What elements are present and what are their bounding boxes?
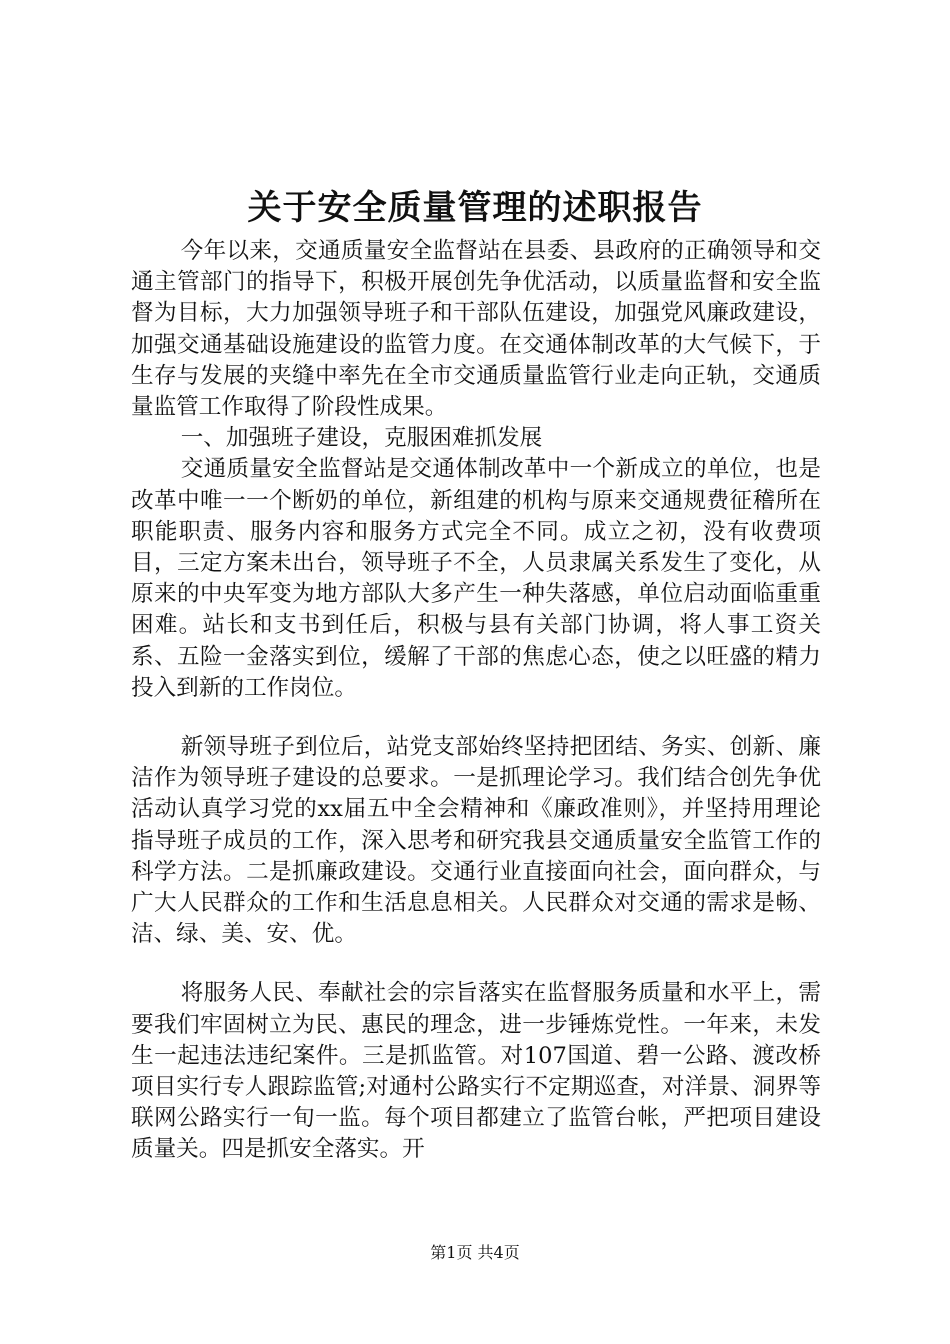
document-body	[131, 236, 821, 1166]
paragraph-body: 将服务人民、奉献社会的宗旨落实在监督服务质量和水平上，需要我们牢固树立为民、惠民的理念，进一步锤炼党性。一年来，未发生一起违法违纪案件。三是抓监管。对107国道、碧一公路、渡改桥项目实行专人跟踪监管;对通村公路实行不定期巡查，对洋景、洞界等联网公路实行一旬一监。每个项目都建立了监管台帐，严把项目建设质量关。四是抓安全落实。开	[131, 980, 821, 1163]
paragraph-body: 交通质量安全监督站是交通体制改革中一个新成立的单位，也是改革中唯一一个断奶的单位，新组建的机构与原来交通规费征稽所在职能职责、服务内容和服务方式完全不同。成立之初，没有收费项目，三定方案未出台，领导班子不全，人员隶属关系发生了变化，从原来的中央军变为地方部队大多产生一种失落感，单位启动面临重重困难。站长和支书到任后，积极与县有关部门协调，将人事工资关系、五险一金落实到位，缓解了干部的焦虑心态，使之以旺盛的精力投入到新的工作岗位。	[131, 456, 821, 701]
section-heading: 一、加强班子建设，克服困难抓发展	[180, 425, 543, 452]
page-footer: 第1页 共4页	[430, 1243, 520, 1262]
document-title: 关于安全质量管理的述职报告	[247, 188, 703, 228]
paragraph-body: 新领导班子到位后，站党支部始终坚持把团结、务实、创新、廉洁作为领导班子建设的总要求。一是抓理论学习。我们结合创先争优活动认真学习党的xx届五中全会精神和《廉政准则》，并坚持用理论指导班子成员的工作，深入思考和研究我县交通质量安全监管工作的科学方法。二是抓廉政建设。交通行业直接面向社会，面向群众，与广大人民群众的工作和生活息息相关。人民群众对交通的需求是畅、洁、绿、美、安、优。	[131, 734, 821, 948]
paragraph-intro: 今年以来，交通质量安全监督站在县委、县政府的正确领导和交通主管部门的指导下，积极开展创先争优活动，以质量监督和安全监督为目标，大力加强领导班子和干部队伍建设，加强党风廉政建设，加强交通基础设施建设的监管力度。在交通体制改革的大气候下，于生存与发展的夹缝中率先在全市交通质量监管行业走向正轨，交通质量监管工作取得了阶段性成果。	[131, 238, 821, 421]
